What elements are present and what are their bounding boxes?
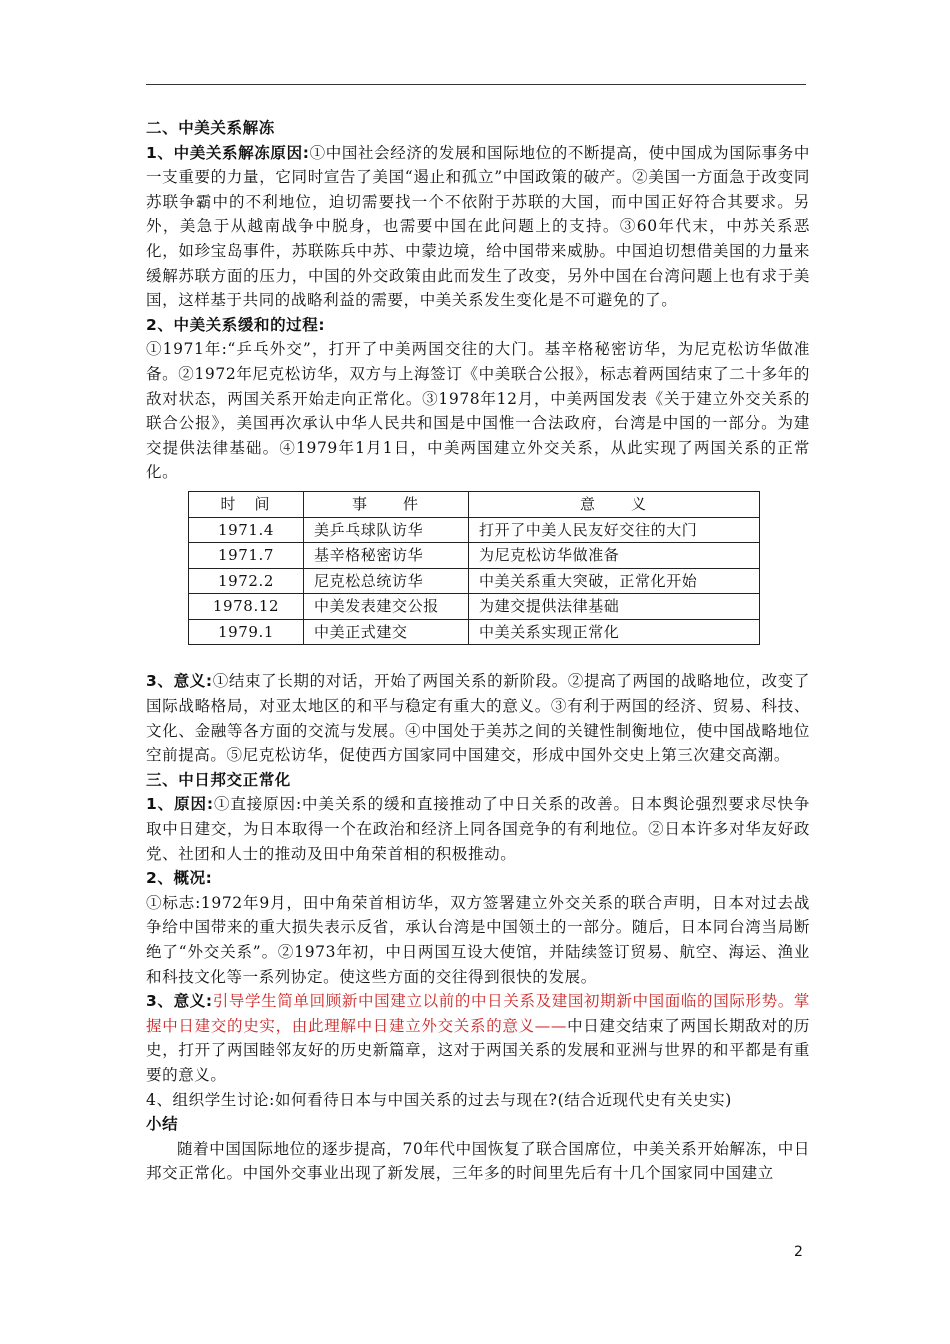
- events-table: [188, 491, 760, 646]
- section2-heading: 二、中美关系解冻: [146, 119, 275, 137]
- table-header-row: [189, 491, 760, 517]
- table-cell-meaning: 为尼克松访华做准备: [469, 543, 760, 569]
- table-cell-time: 1971.4: [189, 517, 304, 543]
- table-cell-meaning: 打开了中美人民友好交往的大门: [469, 517, 760, 543]
- table-cell-event: 基辛格秘密访华: [304, 543, 469, 569]
- table-header-event: 事 件: [304, 491, 469, 517]
- document-body: [146, 116, 810, 1186]
- table-row: [189, 517, 760, 543]
- section2-process-heading: 2、中美关系缓和的过程:: [146, 315, 326, 334]
- table-cell-event: 中美正式建交: [304, 619, 469, 645]
- page-number: 2: [794, 1244, 803, 1260]
- teaching-note: 引导学生简单回顾新中国建立以前的中日关系及建国初期新中国面临的国际形势。掌握中日建交的史实，由此理解中日建立外交关系的意义——: [146, 992, 811, 1035]
- section3-overview-heading: 2、概况:: [146, 869, 213, 888]
- table-cell-meaning: 中美关系重大突破，正常化开始: [469, 568, 760, 594]
- table-cell-time: 1979.1: [189, 619, 304, 645]
- section2-process: ①1971年:“乒乓外交”，打开了中美两国交往的大门。基辛格秘密访华，为尼克松访华做准备。②1972年尼克松访华，双方与上海签订《中美联合公报》，标志着两国结束了二十多年的敌对状态，两国关系开始走向正常化。③1978年12月，中美两国发表《关于建立外交关系的联合公报》，美国再次承认中华人民共和国是中国惟一合法政府，台湾是中国的一部分。为建交提供法律基础。④1979年1月1日，中美两国建立外交关系，从此实现了两国关系的正常化。: [146, 340, 810, 482]
- section3-overview: ①标志:1972年9月，田中角荣首相访华，双方签署建立外交关系的联合声明，日本对过去战争给中国带来的重大损失表示反省，承认台湾是中国领土的一部分。随后，日本同台湾当局断绝了“外交关系”。②1973年初，中日两国互设大使馆，并陆续签订贸易、航空、海运、渔业和科技文化等一系列协定。使这些方面的交往得到很快的发展。: [146, 893, 810, 986]
- summary-text: 随着中国国际地位的逐步提高，70年代中国恢复了联合国席位，中美关系开始解冻，中日邦交正常化。中国外交事业出现了新发展，三年多的时间里先后有十几个国家同中国建立: [146, 1139, 810, 1183]
- table-row: [189, 543, 760, 569]
- table-header-time: 时 间: [189, 491, 304, 517]
- table-cell-event: 美乒乓球队访华: [304, 517, 469, 543]
- section3-significance: 3、意义:引导学生简单回顾新中国建立以前的中日关系及建国初期新中国面临的国际形势。掌握中日建交的史实，由此理解中日建立外交关系的意义——中日建交结束了两国长期敌对的历史，打开了两国睦邻友好的历史新篇章，这对于两国关系的发展和亚洲与世界的和平都是有重要的意义。: [146, 992, 811, 1084]
- table-row: [189, 594, 760, 620]
- section2-reasons: 1、中美关系解冻原因:①中国社会经济的发展和国际地位的不断提高，使中国成为国际事务中一支重要的力量，它同时宣告了美国“遏止和孤立”中国政策的破产。②美国一方面急于改变同苏联争霸中的不利地位，迫切需要找一个不依附于苏联的大国，而中国正好符合其要求。另外，美急于从越南战争中脱身，也需要中国在此问题上的支持。③60年代末，中苏关系恶化，如珍宝岛事件，苏联陈兵中苏、中蒙边境，给中国带来威胁。中国迫切想借美国的力量来缓解苏联方面的压力，中国的外交政策由此而发生了改变，另外中国在台湾问题上也有求于美国，这样基于共同的战略利益的需要，中美关系发生变化是不可避免的了。: [146, 143, 810, 310]
- table-cell-event: 中美发表建交公报: [304, 594, 469, 620]
- section3-reasons: 1、原因:①直接原因:中美关系的缓和直接推动了中日关系的改善。日本舆论强烈要求尽快争取中日建交，为日本取得一个在政治和经济上同各国竞争的有利地位。②日本许多对华友好政党、社团和人士的推动及田中角荣首相的积极推动。: [146, 795, 810, 863]
- table-cell-time: 1978.12: [189, 594, 304, 620]
- table-cell-time: 1971.7: [189, 543, 304, 569]
- table-row: [189, 619, 760, 645]
- section2-significance: 3、意义:①结束了长期的对话，开始了两国关系的新阶段。②提高了两国的战略地位，改变了国际战略格局，对亚太地区的和平与稳定有重大的意义。③有利于两国的经济、贸易、科技、文化、金融等各方面的交流与发展。④中国处于美苏之间的关键性制衡地位，使中国战略地位空前提高。⑤尼克松访华，促使西方国家同中国建交，形成中国外交史上第三次建交高潮。: [146, 672, 811, 765]
- summary-heading: 小结: [146, 1115, 179, 1134]
- table-header-meaning: 意 义: [469, 491, 760, 517]
- table-row: [189, 568, 760, 594]
- header-rule: [146, 84, 806, 85]
- table-cell-time: 1972.2: [189, 568, 304, 594]
- section3-heading: 三、中日邦交正常化: [146, 770, 291, 789]
- table-cell-meaning: 为建交提供法律基础: [469, 594, 760, 620]
- table-cell-meaning: 中美关系实现正常化: [469, 619, 760, 645]
- table-cell-event: 尼克松总统访华: [304, 568, 469, 594]
- section3-discussion: 4、组织学生讨论:如何看待日本与中国关系的过去与现在?(结合近现代史有关史实): [146, 1090, 732, 1109]
